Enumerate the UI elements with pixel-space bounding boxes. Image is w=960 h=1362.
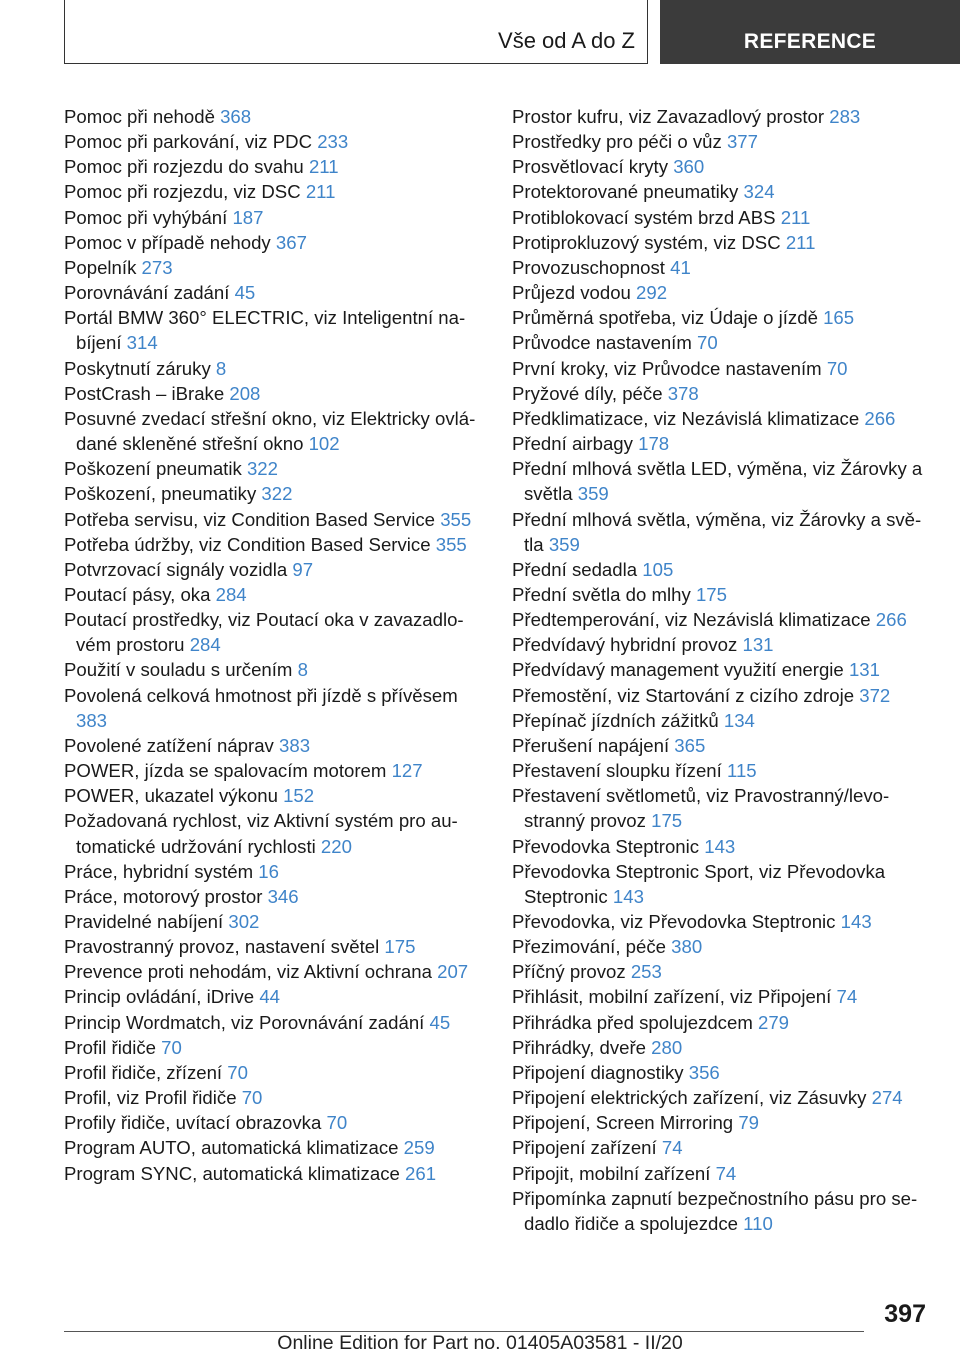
index-entry-page-link[interactable]: 211 <box>785 231 816 253</box>
index-entry-term: Profil řidiče, zřízení <box>64 1061 223 1083</box>
index-entry-page-link[interactable]: 367 <box>275 231 307 253</box>
index-entry <box>512 406 932 431</box>
index-entry-term: Převodovka Steptronic <box>512 835 700 857</box>
index-entry-term: Převodovka, viz Převodovka Steptronic <box>512 911 836 932</box>
index-entry-page-link[interactable]: 355 <box>440 508 472 530</box>
index-entry <box>64 582 484 607</box>
index-entry-term: Posuvné zvedací střešní okno, viz Elektricky ovládané skleněné střešní okno <box>64 407 476 455</box>
index-entry <box>64 532 484 557</box>
index-entry <box>512 859 932 909</box>
index-entry-page-link[interactable]: 115 <box>726 760 757 782</box>
index-entry-page-link[interactable]: 45 <box>429 1011 451 1033</box>
index-entry <box>512 356 932 381</box>
index-entry <box>64 305 484 355</box>
index-entry-term: POWER, jízda se spalovacím motorem <box>64 760 387 782</box>
index-entry-term: Poskytnutí záruky <box>64 357 211 379</box>
index-entry-term: Příčný provoz <box>512 961 626 983</box>
index-entry-term: Program SYNC, automatická klimatizace <box>64 1162 400 1184</box>
index-entry-term: Profil řidiče <box>64 1036 156 1058</box>
index-entry-page-link[interactable]: 372 <box>859 684 891 706</box>
index-entry <box>512 381 932 406</box>
index-entry <box>64 984 484 1009</box>
index-entry <box>64 154 484 179</box>
index-entry-term: Práce, hybridní systém <box>64 860 254 882</box>
index-entry-page-link[interactable]: 134 <box>723 709 755 731</box>
index-entry-term: První kroky, viz Průvodce nastavením <box>512 357 822 379</box>
index-entry-term: Program AUTO, automatická klimatizace <box>64 1137 399 1159</box>
index-entry <box>512 230 932 255</box>
index-entry <box>64 1161 484 1186</box>
index-entry <box>64 129 484 154</box>
index-entry-term: Průjezd vodou <box>512 282 631 304</box>
index-entry-page-link[interactable]: 365 <box>674 734 706 756</box>
index-entry <box>512 1010 932 1035</box>
index-entry-page-link[interactable]: 356 <box>688 1061 720 1083</box>
footer-edition-note: Online Edition for Part no. 01405A03581 - II/20 <box>277 1332 683 1354</box>
index-entry-page-link[interactable]: 383 <box>76 709 108 731</box>
index-entry <box>64 959 484 984</box>
index-entry <box>512 305 932 330</box>
index-entry-term: Připojení elektrických zařízení, viz Zásuvky <box>512 1087 867 1109</box>
index-entry <box>64 607 484 657</box>
index-entry <box>64 1110 484 1135</box>
header-chapter-tab <box>660 0 960 64</box>
index-entry <box>512 507 932 557</box>
index-entry <box>512 683 932 708</box>
index-entry-page-link[interactable]: 359 <box>577 483 609 505</box>
index-entry <box>64 733 484 758</box>
index-entry <box>64 481 484 506</box>
index-entry <box>64 104 484 129</box>
index-entry-term: Pomoc při rozjezdu do svahu <box>64 156 304 178</box>
index-entry-page-link[interactable]: 284 <box>189 634 221 656</box>
index-entry-page-link[interactable]: 175 <box>695 583 727 605</box>
index-entry-term: Práce, motorový prostor <box>64 885 263 907</box>
index-entry <box>64 381 484 406</box>
index-entry <box>64 205 484 230</box>
index-entry-page-link[interactable]: 45 <box>234 282 256 304</box>
index-entry <box>64 1060 484 1085</box>
index-entry-page-link[interactable]: 346 <box>267 885 299 907</box>
index-entry-term: Připojení diagnostiky <box>512 1061 684 1083</box>
index-entry-term: Pomoc v případě nehody <box>64 231 271 253</box>
index-entry <box>512 179 932 204</box>
index-entry <box>512 255 932 280</box>
index-entry-page-link[interactable]: 110 <box>743 1212 773 1234</box>
index-entry-page-link[interactable]: 314 <box>126 332 158 354</box>
index-entry-page-link[interactable]: 8 <box>297 659 308 681</box>
index-entry-term: Prostředky pro péči o vůz <box>512 131 722 153</box>
index-entry-page-link[interactable]: 211 <box>308 156 339 178</box>
index-entry <box>512 154 932 179</box>
index-entry-page-link[interactable]: 74 <box>715 1162 737 1184</box>
index-entry-page-link[interactable]: 131 <box>742 634 774 656</box>
index-entry-page-link[interactable]: 70 <box>227 1061 248 1083</box>
index-entry-page-link[interactable]: 143 <box>840 911 872 932</box>
index-entry-page-link[interactable]: 79 <box>738 1112 760 1134</box>
index-entry-term: Princip Wordmatch, viz Porovnávání zadání <box>64 1011 425 1033</box>
index-entry-term: Prevence proti nehodám, viz Aktivní ochrana <box>64 961 432 983</box>
index-entry-term: Průměrná spotřeba, viz Údaje o jízdě <box>512 307 818 329</box>
index-entry-term: Potřeba údržby, viz Condition Based Service <box>64 533 431 555</box>
index-column-right <box>512 104 932 1236</box>
chapter-title: REFERENCE <box>743 30 877 53</box>
index-entry-page-link[interactable]: 259 <box>403 1137 435 1159</box>
index-entry <box>64 280 484 305</box>
index-entry-page-link[interactable]: 127 <box>391 760 423 782</box>
index-entry-page-link[interactable]: 322 <box>261 483 293 505</box>
index-entry-page-link[interactable]: 178 <box>638 433 670 455</box>
index-entry-page-link[interactable]: 383 <box>279 734 311 756</box>
index-entry <box>512 834 932 859</box>
index-entry-term: Pomoc při rozjezdu, viz DSC <box>64 181 301 203</box>
index-entry-term: Potřeba servisu, viz Condition Based Service <box>64 508 436 530</box>
index-entry-page-link[interactable]: 105 <box>642 558 674 580</box>
index-entry <box>64 934 484 959</box>
index-entry-term: Přihrádky, dveře <box>512 1036 646 1058</box>
index-entry-page-link[interactable]: 322 <box>246 458 278 480</box>
index-entry-page-link[interactable]: 143 <box>612 885 644 907</box>
index-entry-term: Předvídavý hybridní provoz <box>512 634 738 656</box>
index-entry-term: Připojení, Screen Mirroring <box>512 1112 734 1134</box>
index-entry <box>64 1085 484 1110</box>
index-entry <box>512 1186 932 1236</box>
index-entry <box>512 557 932 582</box>
index-entry-page-link[interactable]: 16 <box>258 860 279 882</box>
index-entry <box>512 607 932 632</box>
index-entry <box>512 934 932 959</box>
index-entry-page-link[interactable]: 131 <box>848 659 880 681</box>
index-entry-term: Přezimování, péče <box>512 936 666 958</box>
index-entry-page-link[interactable]: 368 <box>220 106 252 127</box>
index-entry-page-link[interactable]: 70 <box>697 332 718 354</box>
index-entry <box>64 783 484 808</box>
index-entry <box>512 708 932 733</box>
index-entry-page-link[interactable]: 355 <box>435 533 467 555</box>
index-entry <box>512 280 932 305</box>
index-entry-page-link[interactable]: 380 <box>671 936 703 958</box>
index-entry <box>512 431 932 456</box>
index-entry <box>512 959 932 984</box>
index-entry <box>64 884 484 909</box>
index-entry-page-link[interactable]: 283 <box>829 106 861 127</box>
index-entry <box>512 1135 932 1160</box>
index-entry-page-link[interactable]: 266 <box>875 609 907 631</box>
index-entry-term: Předvídavý management využití energie <box>512 659 844 681</box>
index-entry-page-link[interactable]: 207 <box>437 961 469 983</box>
index-entry-term: Pryžové díly, péče <box>512 382 663 404</box>
index-entry <box>64 683 484 733</box>
index-entry-term: Porovnávání zadání <box>64 282 230 304</box>
index-entry-term: PostCrash – iBrake <box>64 382 225 404</box>
index-entry <box>512 1035 932 1060</box>
index-entry <box>512 582 932 607</box>
index-entry-term: Přestavení sloupku řízení <box>512 760 722 782</box>
index-entry-term: Profil, viz Profil řidiče <box>64 1087 237 1109</box>
index-entry-page-link[interactable]: 280 <box>651 1036 683 1058</box>
index-entry-page-link[interactable]: 284 <box>215 583 247 605</box>
index-entry-page-link[interactable]: 70 <box>161 1036 182 1058</box>
index-entry <box>512 758 932 783</box>
index-entry <box>512 783 932 833</box>
index-entry-term: Profily řidiče, uvítací obrazovka <box>64 1112 322 1134</box>
index-entry <box>64 179 484 204</box>
index-entry-term: Přední airbagy <box>512 433 633 455</box>
index-entry-term: Přihrádka před spolujezdcem <box>512 1011 753 1033</box>
index-entry <box>512 129 932 154</box>
index-entry-page-link[interactable]: 74 <box>836 986 858 1008</box>
index-entry-term: Připomínka zapnutí bezpečnostního pásu pro sedadlo řidiče a spolujezdce <box>512 1187 918 1234</box>
header-section-box <box>64 0 648 64</box>
index-entry <box>512 909 932 934</box>
index-entry-page-link[interactable]: 233 <box>317 131 349 153</box>
index-entry-page-link[interactable]: 41 <box>670 256 691 278</box>
index-entry-page-link[interactable]: 44 <box>259 986 281 1008</box>
index-entry-term: Pomoc při vyhýbání <box>64 206 228 228</box>
index-entry <box>64 406 484 456</box>
index-entry-term: Přestavení světlometů, viz Pravostranný/levostranný provoz <box>512 785 890 832</box>
index-entry-page-link[interactable]: 208 <box>229 382 261 404</box>
index-entry <box>64 859 484 884</box>
index-entry-page-link[interactable]: 253 <box>630 961 662 983</box>
index-entry-term: Přerušení napájení <box>512 734 670 756</box>
index-entry-term: Přední mlhová světla LED, výměna, viz Žárovky a světla <box>512 458 923 505</box>
index-entry-page-link[interactable]: 70 <box>826 357 848 379</box>
index-entry-page-link[interactable]: 274 <box>871 1087 903 1109</box>
index-entry-term: Povolená celková hmotnost při jízdě s přívěsem <box>64 684 458 706</box>
index-entry <box>64 1010 484 1035</box>
index-entry-page-link[interactable]: 187 <box>232 206 264 228</box>
index-entry-page-link[interactable]: 211 <box>780 206 811 228</box>
index-entry-page-link[interactable]: 152 <box>283 785 315 807</box>
index-entry-term: Předklimatizace, viz Nezávislá klimatizace <box>512 407 860 429</box>
index-entry-term: Popelník <box>64 256 137 278</box>
index-entry-term: Použití v souladu s určením <box>64 659 293 681</box>
index-entry-page-link[interactable]: 74 <box>661 1137 683 1159</box>
index-entry-page-link[interactable]: 175 <box>384 936 416 958</box>
index-entry-term: Provozuschopnost <box>512 256 665 278</box>
index-entry <box>512 330 932 355</box>
index-entry-page-link[interactable]: 211 <box>305 181 336 203</box>
index-entry-page-link[interactable]: 324 <box>743 181 775 203</box>
index-entry <box>512 733 932 758</box>
index-entry-term: Pravostranný provoz, nastavení světel <box>64 936 380 958</box>
index-entry-term: Požadovaná rychlost, viz Aktivní systém pro automatické udržování rychlosti <box>64 810 458 857</box>
index-entry <box>64 230 484 255</box>
index-entry-term: Potvrzovací signály vozidla <box>64 558 288 580</box>
index-entry-term: Průvodce nastavením <box>512 332 692 354</box>
index-entry-term: Přední světla do mlhy <box>512 583 691 605</box>
index-entry-page-link[interactable]: 378 <box>667 382 699 404</box>
index-entry-page-link[interactable]: 279 <box>757 1011 790 1033</box>
page-number: 397 <box>884 1300 926 1328</box>
index-entry-term: Připojení zařízení <box>512 1137 657 1159</box>
index-entry <box>512 1085 932 1110</box>
index-entry-term: Předtemperování, viz Nezávislá klimatizace <box>512 609 871 631</box>
index-entry-term: Protiblokovací systém brzd ABS <box>512 206 776 228</box>
index-entry-term: Pomoc při nehodě <box>64 106 215 127</box>
index-entry <box>64 1035 484 1060</box>
index-entry-page-link[interactable]: 377 <box>726 131 758 153</box>
index-entry-term: Přepínač jízdních zážitků <box>512 709 719 731</box>
index-entry-page-link[interactable]: 273 <box>141 256 173 278</box>
index-entry-page-link[interactable]: 8 <box>215 357 227 379</box>
index-entry-term: Princip ovládání, iDrive <box>64 986 255 1008</box>
index-entry-term: Připojit, mobilní zařízení <box>512 1162 711 1184</box>
index-entry-term: Portál BMW 360° ELECTRIC, viz Inteligentní nabíjení <box>64 307 466 354</box>
index-entry-term: Přední mlhová světla, výměna, viz Žárovky a světla <box>512 508 922 555</box>
index-entry-term: Přední sedadla <box>512 558 638 580</box>
index-entry-term: Prostor kufru, viz Zavazadlový prostor <box>512 106 825 127</box>
index-entry-page-link[interactable]: 261 <box>405 1162 437 1184</box>
index-entry-page-link[interactable]: 302 <box>228 911 260 932</box>
index-entry <box>64 657 484 682</box>
index-entry-term: Pomoc při parkování, viz PDC <box>64 131 313 153</box>
index-entry-term: Poškození, pneumatiky <box>64 483 257 505</box>
index-entry <box>512 1110 932 1135</box>
index-entry-page-link[interactable]: 220 <box>320 835 352 857</box>
index-entry-page-link[interactable]: 292 <box>636 282 668 304</box>
index-entry-page-link[interactable]: 70 <box>326 1112 348 1134</box>
index-entry-term: Protektorované pneumatiky <box>512 181 739 203</box>
index-entry <box>64 557 484 582</box>
index-entry-page-link[interactable]: 359 <box>548 533 580 555</box>
section-title: Vše od A do Z <box>498 28 635 53</box>
index-entry-term: Povolené zatížení náprav <box>64 734 274 756</box>
index-entry-term: Prosvětlovací kryty <box>512 156 669 178</box>
index-entry-page-link[interactable]: 165 <box>823 307 855 329</box>
index-entry-term: Pravidelné nabíjení <box>64 911 224 932</box>
index-entry <box>64 758 484 783</box>
index-entry-page-link[interactable]: 97 <box>292 558 314 580</box>
index-entry <box>512 104 932 129</box>
index-entry <box>64 507 484 532</box>
index-entry-page-link[interactable]: 175 <box>651 810 683 832</box>
index-entry <box>512 657 932 682</box>
index-entry-term: Poutací prostředky, viz Poutací oka v zavazadlovém prostoru <box>64 609 464 656</box>
index-entry <box>64 255 484 280</box>
index-entry-page-link[interactable]: 102 <box>308 433 340 455</box>
index-entry-term: Protiprokluzový systém, viz DSC <box>512 231 781 253</box>
index-entry-page-link[interactable]: 143 <box>704 835 736 857</box>
index-entry <box>64 1135 484 1160</box>
index-entry-page-link[interactable]: 266 <box>864 407 896 429</box>
index-entry-term: Poškození pneumatik <box>64 458 242 480</box>
index-entry <box>512 456 932 506</box>
index-entry <box>512 632 932 657</box>
index-entry <box>64 356 484 381</box>
index-entry-term: Přemostění, viz Startování z cizího zdroje <box>512 684 855 706</box>
index-entry <box>512 984 932 1009</box>
index-entry-page-link[interactable]: 70 <box>241 1087 263 1109</box>
index-entry <box>64 808 484 858</box>
index-entry-term: Převodovka Steptronic Sport, viz Převodovka Steptronic <box>512 860 886 907</box>
index-entry-page-link[interactable]: 360 <box>673 156 705 178</box>
index-column-left <box>64 104 484 1186</box>
index-entry <box>512 1161 932 1186</box>
index-entry <box>64 456 484 481</box>
index-entry <box>64 909 484 934</box>
index-entry-term: POWER, ukazatel výkonu <box>64 785 278 807</box>
index-entry-term: Poutací pásy, oka <box>64 583 211 605</box>
index-entry <box>512 205 932 230</box>
index-entry-term: Přihlásit, mobilní zařízení, viz Připojení <box>512 986 832 1008</box>
index-entry <box>512 1060 932 1085</box>
